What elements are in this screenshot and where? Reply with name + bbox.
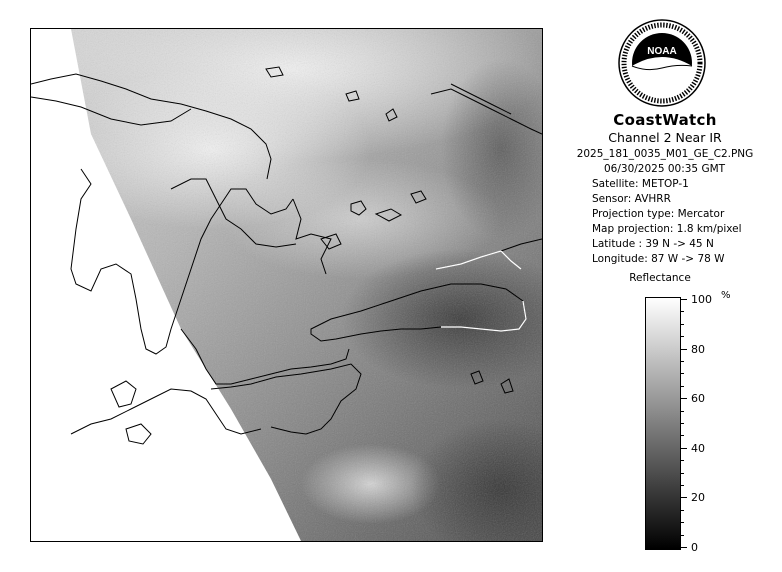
- colorbar-tick-label: 40: [691, 441, 705, 455]
- colorbar-minor-tick: [681, 386, 684, 387]
- satellite-label: Satellite: METOP-1: [592, 178, 689, 190]
- projection-type-label: Projection type: Mercator: [592, 208, 725, 220]
- colorbar-unit: %: [721, 290, 731, 301]
- colorbar-minor-tick: [681, 473, 684, 474]
- colorbar-major-tick: [681, 497, 687, 498]
- longitude-label: Longitude: 87 W -> 78 W: [592, 253, 725, 265]
- colorbar-minor-tick: [681, 535, 684, 536]
- colorbar-major-tick: [681, 448, 687, 449]
- colorbar-major-tick: [681, 547, 687, 548]
- image-filename: 2025_181_0035_M01_GE_C2.PNG: [576, 148, 754, 160]
- colorbar-minor-tick: [681, 485, 684, 486]
- sensor-label: Sensor: AVHRR: [592, 193, 671, 205]
- colorbar-minor-tick: [681, 311, 684, 312]
- reflectance-colorbar: [645, 297, 681, 550]
- colorbar-tick-label: 0: [691, 541, 698, 554]
- colorbar-minor-tick: [681, 324, 684, 325]
- colorbar-major-tick: [681, 349, 687, 350]
- colorbar-major-tick: [681, 299, 687, 300]
- map-projection-label: Map projection: 1.8 km/pixel: [592, 223, 742, 235]
- colorbar-tick-label: 100: [691, 293, 712, 306]
- colorbar-tick-label: 60: [691, 392, 705, 406]
- colorbar-minor-tick: [681, 522, 684, 523]
- colorbar-minor-tick: [681, 336, 684, 337]
- latitude-label: Latitude : 39 N -> 45 N: [592, 238, 714, 250]
- colorbar-minor-tick: [681, 411, 684, 412]
- datetime-label: 06/30/2025 00:35 GMT: [604, 163, 726, 175]
- colorbar-minor-tick: [681, 373, 684, 374]
- product-title: CoastWatch: [613, 111, 717, 129]
- colorbar-title: Reflectance: [629, 272, 691, 284]
- colorbar-tick-label: 20: [691, 491, 705, 505]
- colorbar-minor-tick: [681, 361, 684, 362]
- colorbar-major-tick: [681, 398, 687, 399]
- satellite-image-panel: [30, 28, 543, 542]
- colorbar-tick-label: 80: [691, 342, 705, 356]
- colorbar-minor-tick: [681, 435, 684, 436]
- noaa-logo: [617, 18, 707, 108]
- reflectance-image: [31, 29, 542, 541]
- colorbar-minor-tick: [681, 510, 684, 511]
- colorbar-minor-tick: [681, 460, 684, 461]
- logo-text: NOAA: [647, 46, 677, 57]
- channel-label: Channel 2 Near IR: [608, 130, 722, 145]
- colorbar-minor-tick: [681, 423, 684, 424]
